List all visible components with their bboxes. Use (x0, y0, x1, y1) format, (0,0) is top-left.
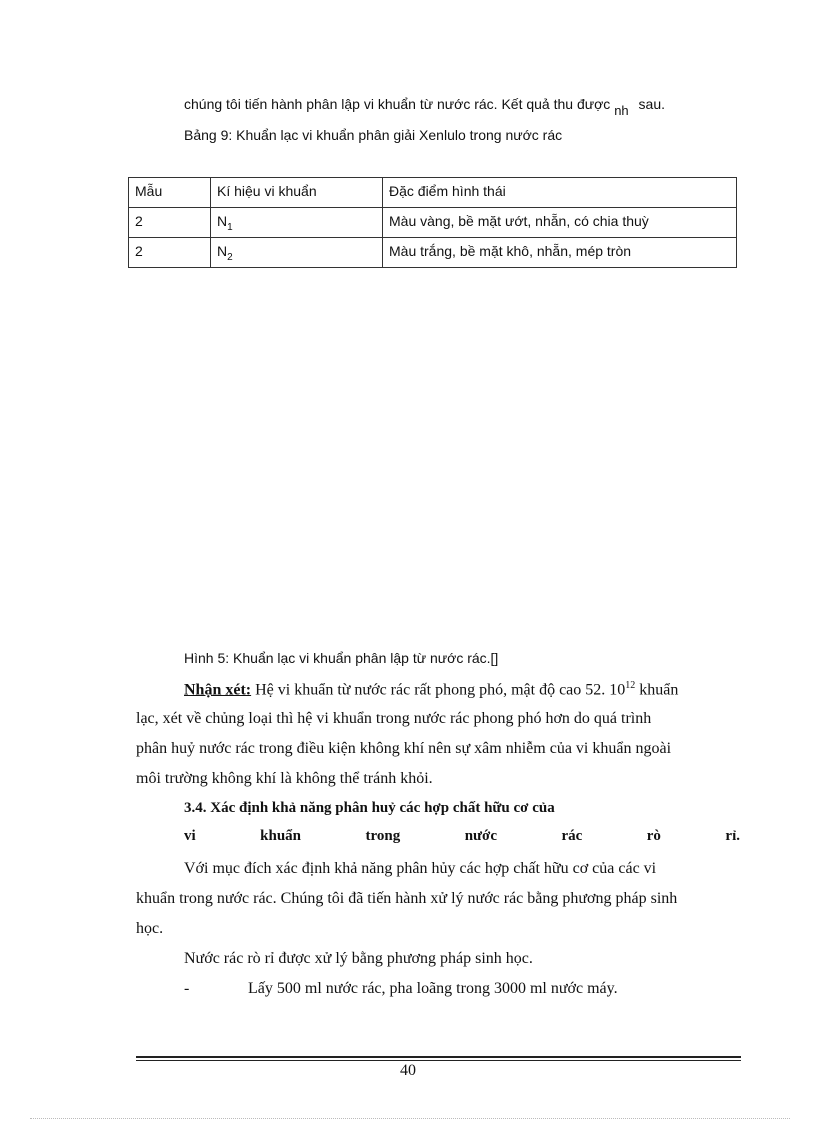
intro-small-text: nh (614, 103, 629, 118)
heading-word: trong (365, 828, 401, 844)
remark-text: Hệ vi khuẩn từ nước rác rất phong phó, mật độ cao 52. 10 (251, 681, 626, 699)
header-symbol: Kí hiệu vi khuẩn (211, 178, 383, 208)
row-symbol (211, 208, 383, 238)
page-bottom-dotted-line (30, 1118, 790, 1119)
symbol-subscript: 2 (227, 251, 233, 263)
section-heading: 3.4. Xác định khả năng phân huỷ các hợp chất hữu cơ của (184, 800, 555, 816)
remark-line-4: môi trường không khí là không thể tránh khỏi. (136, 770, 433, 787)
intro-text: chúng tôi tiến hành phân lập vi khuẩn từ nước rác. Kết quả thu được (184, 96, 611, 112)
para-line-4: Nước rác rò rỉ được xử lý bằng phương pháp sinh học. (184, 950, 533, 967)
row-sample: 2 (129, 238, 211, 268)
para-line-3: học. (136, 920, 164, 937)
remark-label: Nhận xét: (184, 681, 252, 699)
page-number: 40 (400, 1062, 416, 1079)
table-header-row (129, 178, 737, 208)
intro-end-text: sau. (638, 96, 666, 112)
header-sample: Mẫu (129, 178, 211, 208)
symbol-subscript: 1 (227, 221, 233, 233)
heading-word: rỉ. (725, 828, 740, 844)
bullet-mark: - (184, 980, 190, 997)
remark-line-2: lạc, xét về chủng loại thì hệ vi khuẩn trong nước rác phong phó hơn do quá trình (136, 710, 652, 727)
bullet-text: Lấy 500 ml nước rác, pha loãng trong 3000 ml nước máy. (248, 980, 618, 997)
row-description: Màu vàng, bề mặt ướt, nhẵn, có chia thuỳ (383, 208, 737, 238)
section-heading-continued (184, 828, 740, 845)
heading-word: khuẩn (260, 828, 302, 844)
remark-superscript: 12 (625, 680, 636, 691)
bacteria-table (128, 177, 737, 268)
heading-word: nước (464, 828, 497, 844)
footer-rule-thin (136, 1060, 741, 1061)
row-symbol (211, 238, 383, 268)
symbol-letter: N (217, 213, 228, 229)
table-caption: Bảng 9: Khuẩn lạc vi khuẩn phân giải Xenlulo trong nước rác (184, 127, 563, 143)
para-line-1: Với mục đích xác định khả năng phân hủy các hợp chất hữu cơ của các vi (184, 860, 657, 877)
header-description: Đặc điểm hình thái (383, 178, 737, 208)
remark-line-3: phân huỷ nước rác trong điều kiện không khí nên sự xâm nhiễm của vi khuẩn ngoài (136, 740, 672, 757)
remark-line-1 (184, 680, 678, 699)
row-description: Màu trắng, bề mặt khô, nhẵn, mép tròn (383, 238, 737, 268)
para-line-2: khuẩn trong nước rác. Chúng tôi đã tiến hành xử lý nước rác bằng phương pháp sinh (136, 890, 678, 907)
footer-rule-thick (136, 1056, 741, 1058)
table-row (129, 238, 737, 268)
table-row (129, 208, 737, 238)
heading-word: vi (184, 828, 196, 844)
remark-text-end: khuẩn (635, 681, 679, 699)
symbol-letter: N (217, 243, 228, 259)
heading-word: rác (561, 828, 583, 844)
intro-line (184, 96, 666, 118)
figure-caption: Hình 5: Khuẩn lạc vi khuẩn phân lập từ nước rác.[] (184, 650, 499, 666)
row-sample: 2 (129, 208, 211, 238)
heading-word: rò (646, 828, 661, 844)
